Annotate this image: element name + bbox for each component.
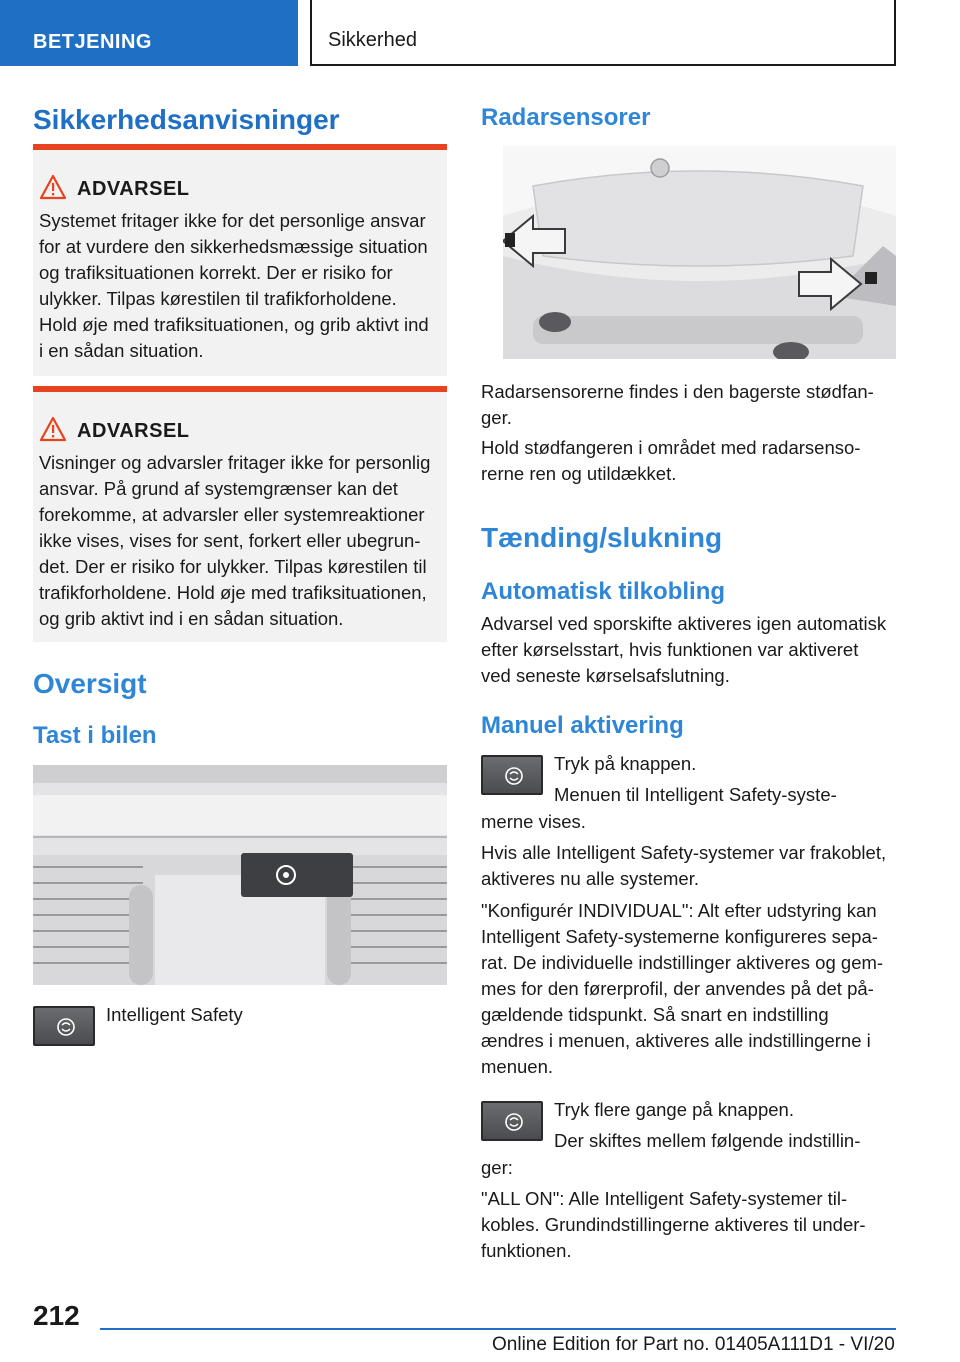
intelligent-safety-button-icon (33, 1006, 95, 1046)
radar-paragraph-2 (481, 435, 896, 487)
text-line: "Konfigurér INDIVIDUAL": Alt efter udstyring kan (481, 900, 877, 921)
warning-text-1 (39, 208, 443, 364)
button-in-car-title: Tast i bilen (33, 722, 157, 749)
warning-label-1: ADVARSEL (77, 178, 190, 200)
text-line: i en sådan situation. (39, 340, 204, 361)
on-off-title: Tænding/slukning (481, 522, 723, 553)
text-line: mes for den førerprofil, der anvendes på det på- (481, 978, 874, 999)
text-line: Systemet fritager ikke for det personlige ansvar (39, 210, 426, 231)
text-line: ikke vises, vises for sent, forkert eller ubegrun- (39, 530, 421, 551)
text-line: ulykker. Tilpas kørestilen til trafikforholdene. (39, 288, 397, 309)
text-line: menuen. (481, 1056, 553, 1077)
text-line: Hold øje med trafiksituationen, og grib aktivt ind (39, 314, 429, 335)
automatic-activation-text (481, 611, 896, 689)
section-label: BETJENING (33, 31, 152, 53)
text-line: trafikforholdene. Hold øje med trafiksituationen, (39, 582, 427, 603)
text-line: funktionen. (481, 1240, 572, 1261)
text-line: Radarsensorerne findes i den bagerste stødfan- (481, 381, 874, 402)
section-tab (0, 0, 298, 66)
chapter-tab (310, 0, 896, 66)
warning-triangle-icon (39, 416, 67, 442)
text-line: ger. (481, 407, 512, 428)
page-number: 212 (33, 1300, 80, 1331)
manual-paragraph-2 (481, 898, 896, 1080)
text-line: ved seneste kørselsafslutning. (481, 665, 730, 686)
manual-activation-title: Manuel aktivering (481, 712, 684, 739)
rear-bumper-image (503, 146, 896, 359)
text-line: ændres i menuen, aktiveres alle indstillingerne i (481, 1030, 871, 1051)
text-line: forekomme, at advarsler eller systemreaktioner (39, 504, 425, 525)
text-line: "ALL ON": Alle Intelligent Safety-systemer til- (481, 1188, 848, 1209)
text-line: rat. De individuelle indstillinger aktiveres og gem- (481, 952, 884, 973)
text-line: og grib aktivt ind i en sådan situation. (39, 608, 344, 629)
multi-step-1: Tryk flere gange på knappen. (554, 1099, 794, 1120)
radar-paragraph-1 (481, 379, 896, 431)
warning-box-1 (33, 144, 447, 376)
edition-note: Online Edition for Part no. 01405A111D1 - VI/20 (492, 1334, 895, 1355)
intelligent-safety-button-icon (481, 1101, 543, 1141)
text-line: gældende tidspunkt. Så snart en indstilling (481, 1004, 829, 1025)
intelligent-safety-button-icon (481, 755, 543, 795)
warning-box-2 (33, 386, 447, 642)
overview-title: Oversigt (33, 668, 147, 699)
safety-symbol-icon (504, 764, 524, 788)
text-line: Advarsel ved sporskifte aktiveres igen automatisk (481, 613, 887, 634)
text-line: kobles. Grundindstillingerne aktiveres til under- (481, 1214, 866, 1235)
rear-bumper-illustration (503, 146, 896, 359)
warning-label-2: ADVARSEL (77, 420, 190, 442)
dashboard-illustration (33, 765, 447, 985)
text-line: efter kørselsstart, hvis funktionen var aktiveret (481, 639, 859, 660)
safety-symbol-icon (56, 1015, 76, 1039)
manual-step-2-cont: merne vises. (481, 811, 586, 832)
text-line: ansvar. På grund af systemgrænser kan det (39, 478, 398, 499)
text-line: aktiveres nu alle systemer. (481, 868, 699, 889)
manual-paragraph-1 (481, 840, 896, 892)
automatic-activation-title: Automatisk tilkobling (481, 578, 726, 605)
dashboard-button-image (33, 765, 447, 985)
warning-triangle-icon (39, 174, 67, 200)
button-caption: Intelligent Safety (106, 1004, 243, 1025)
radar-sensors-title: Radarsensorer (481, 104, 651, 131)
multi-step-2: Der skiftes mellem følgende indstillin- (554, 1130, 861, 1151)
text-line: for at vurdere den sikkerhedsmæssige situation (39, 236, 428, 257)
text-line: Intelligent Safety-systemerne konfigureres sepa- (481, 926, 878, 947)
safety-symbol-icon (504, 1110, 524, 1134)
text-line: og trafiksituationen korrekt. Der er risiko for (39, 262, 393, 283)
manual-step-1: Tryk på knappen. (554, 753, 697, 774)
text-line: Hvis alle Intelligent Safety-systemer var frakoblet, (481, 842, 887, 863)
text-line: rerne ren og utildækket. (481, 463, 677, 484)
text-line: Hold stødfangeren i området med radarsenso- (481, 437, 861, 458)
multi-step-2-cont: ger: (481, 1157, 513, 1178)
chapter-label: Sikkerhed (328, 29, 417, 51)
warning-text-2 (39, 450, 443, 632)
manual-step-2: Menuen til Intelligent Safety-syste- (554, 784, 837, 805)
text-line: Visninger og advarsler fritager ikke for personlig (39, 452, 431, 473)
all-on-paragraph (481, 1186, 896, 1264)
footer-divider (100, 1328, 896, 1330)
text-line: det. Der er risiko for ulykker. Tilpas kørestilen til (39, 556, 427, 577)
safety-notes-title: Sikkerhedsanvisninger (33, 104, 340, 135)
